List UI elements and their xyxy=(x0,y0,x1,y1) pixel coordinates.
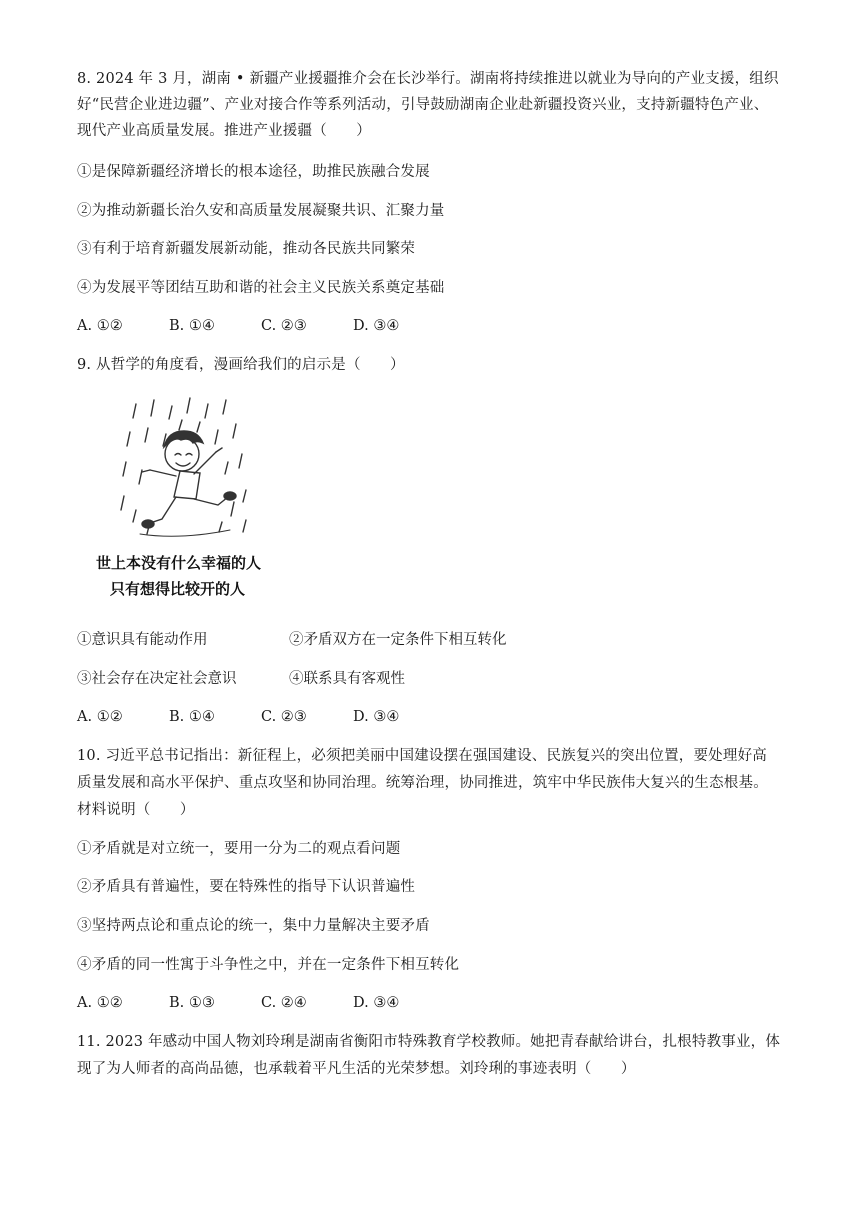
q10-options xyxy=(77,990,399,1016)
cartoon-caption-line-2: 只有想得比较开的人 xyxy=(110,580,246,598)
q10-option-a[interactable]: A. ①② xyxy=(77,995,123,1011)
cartoon-caption-line-1: 世上本没有什么幸福的人 xyxy=(96,554,262,572)
q9-option-b[interactable]: B. ①④ xyxy=(169,709,215,725)
q8-stem-line-2: 好“民营企业进边疆”、产业对接合作等系列活动，引导鼓励湖南企业赴新疆投资兴业，支持新疆特色产业、 xyxy=(77,97,769,113)
q10-statement-1: ①矛盾就是对立统一，要用一分为二的观点看问题 xyxy=(77,841,401,857)
q8-option-b[interactable]: B. ①④ xyxy=(169,318,215,334)
cartoon-figure xyxy=(96,392,316,607)
cartoon-boy-in-rain-icon xyxy=(96,392,316,607)
q9-option-d[interactable]: D. ③④ xyxy=(353,709,400,725)
q9-statement-3: ③社会存在决定社会意识 xyxy=(77,671,237,687)
q8-stem-line-3: 现代产业高质量发展。推进产业援疆（ ） xyxy=(77,123,371,139)
q9-options xyxy=(77,704,399,730)
q9-statement-1: ①意识具有能动作用 xyxy=(77,632,208,648)
q10-stem-line-2: 质量发展和高水平保护、重点攻坚和协同治理。统筹治理，协同推进，筑牢中华民族伟大复兴的生态根基。 xyxy=(77,775,768,791)
q8-option-a[interactable]: A. ①② xyxy=(77,318,123,334)
q11-stem-line-1: 11. 2023 年感动中国人物刘玲琍是湖南省衡阳市特殊教育学校教师。她把青春献给讲台，扎根特教事业，体 xyxy=(77,1034,781,1050)
q9-option-c[interactable]: C. ②③ xyxy=(261,709,307,725)
q8-options xyxy=(77,313,399,339)
q8-option-d[interactable]: D. ③④ xyxy=(353,318,400,334)
q10-option-b[interactable]: B. ①③ xyxy=(169,995,215,1011)
q10-stem-line-1: 10. 习近平总书记指出：新征程上，必须把美丽中国建设摆在强国建设、民族复兴的突出位置，要处理好高 xyxy=(77,748,767,764)
q10-stem-line-3: 材料说明（ ） xyxy=(77,802,195,818)
q9-stem: 9. 从哲学的角度看，漫画给我们的启示是（ ） xyxy=(77,357,405,373)
q10-statement-4: ④矛盾的同一性寓于斗争性之中，并在一定条件下相互转化 xyxy=(77,957,460,973)
q8-statement-2: ②为推动新疆长治久安和高质量发展凝聚共识、汇聚力量 xyxy=(77,203,445,219)
q10-option-c[interactable]: C. ②④ xyxy=(261,995,307,1011)
q9-statements-row-1 xyxy=(77,627,507,653)
q10-statement-3: ③坚持两点论和重点论的统一，集中力量解决主要矛盾 xyxy=(77,918,430,934)
q8-option-c[interactable]: C. ②③ xyxy=(261,318,307,334)
q10-option-d[interactable]: D. ③④ xyxy=(353,995,400,1011)
q9-option-a[interactable]: A. ①② xyxy=(77,709,123,725)
q8-statement-1: ①是保障新疆经济增长的根本途径，助推民族融合发展 xyxy=(77,164,430,180)
q8-statement-3: ③有利于培育新疆发展新动能，推动各民族共同繁荣 xyxy=(77,241,416,257)
q10-statement-2: ②矛盾具有普遍性，要在特殊性的指导下认识普遍性 xyxy=(77,879,416,895)
q9-statement-4: ④联系具有客观性 xyxy=(289,671,405,687)
q11-stem-line-2: 现了为人师者的高尚品德，也承载着平凡生活的光荣梦想。刘玲琍的事迹表明（ ） xyxy=(77,1061,636,1077)
q8-stem-line-1: 8. 2024 年 3 月，湖南 • 新疆产业援疆推介会在长沙举行。湖南将持续推进以就业为导向的产业支援，组织 xyxy=(77,71,779,87)
q9-statement-2: ②矛盾双方在一定条件下相互转化 xyxy=(289,632,507,648)
q9-statements-row-2 xyxy=(77,666,405,692)
q8-statement-4: ④为发展平等团结互助和谐的社会主义民族关系奠定基础 xyxy=(77,280,445,296)
